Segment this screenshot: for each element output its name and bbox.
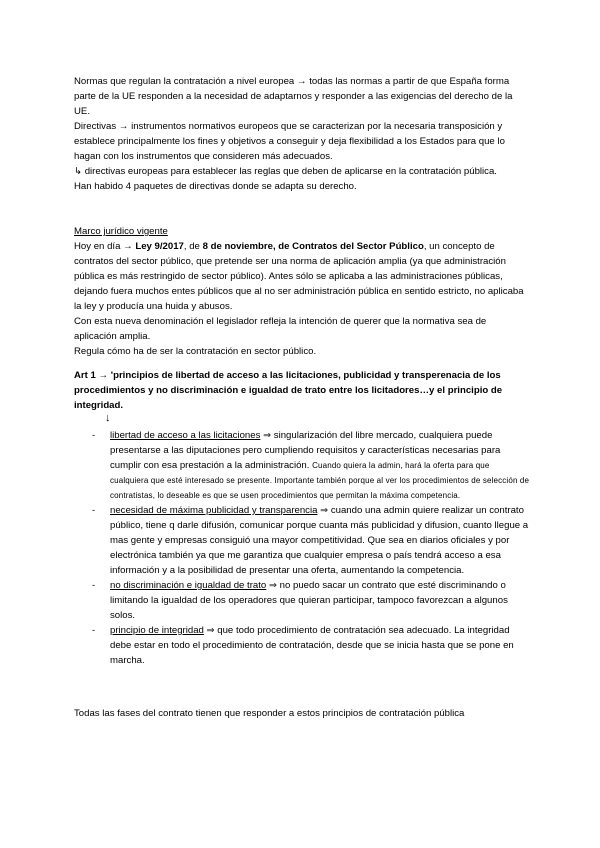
arrow-down-icon: ↓: [105, 412, 111, 424]
principles-list: [92, 428, 530, 668]
arrow-right-icon: →: [123, 241, 133, 252]
double-arrow-icon: ⇒: [268, 580, 277, 591]
list-item: [92, 428, 530, 503]
marco-text: Hoy en día: [74, 241, 121, 252]
directivas-definition: instrumentos normativos europeos que se caracterizan por la necesaria transposición y establece principalmente los fines y objetivos a conseguir y deja flexibilidad a los Estados para que lo hagan con los instrumentos que consideren más adecuados.: [74, 121, 505, 162]
list-item: [92, 578, 530, 623]
marco-paragraph-2: Con esta nueva denominación el legislador refleja la intención de querer que la normativa sea de aplicación amplia.: [74, 316, 487, 342]
bullet-dash: -: [92, 505, 96, 516]
double-arrow-icon: ⇒: [263, 430, 272, 441]
double-arrow-icon: ⇒: [320, 505, 329, 516]
directivas-label: Directivas: [74, 121, 117, 132]
bullet-dash: -: [92, 580, 96, 591]
closing-section: [74, 706, 534, 721]
list-item: [92, 503, 530, 578]
arrow-right-icon: →: [296, 76, 307, 87]
principle-text: cuando una admin quiere realizar un contrato público, tiene q darle difusión, comunicar porque cuanta más publicidad y difusion, cuanto llegue a mas gente y empresas consiguió una mayor competitividad. Que sea en diarios oficiales y por electrónica también ya que me garantiza que cualquier empresa o país tendrá acceso a esa información y a la posibilidad de presentar una oferta, aumentando la competencia.: [110, 505, 529, 576]
art1-paragraph: [74, 368, 524, 413]
art1-section: [74, 368, 524, 413]
principle-text: no puedo sacar un contrato que esté discriminando o limitando la igualdad de los operadores que quieran participar, tampoco favorezcan a algunos solos.: [110, 580, 508, 621]
list-item: [92, 623, 530, 668]
principle-title: principio de integridad: [110, 625, 204, 636]
directivas-subpoint-text: directivas europeas para establecer las reglas que deben de aplicarse en la contratación pública.: [84, 166, 497, 177]
marco-paragraph: [74, 239, 524, 314]
marco-text: , de: [183, 241, 200, 252]
principle-text: singularización del libre mercado, cualquiera puede presentarse a las diputaciones pero cumpliendo requisitos y características necesarias para cumplir con esa prestación a la administración.: [110, 430, 501, 471]
paquetes-paragraph: Han habido 4 paquetes de directivas donde se adapta su derecho.: [74, 181, 357, 192]
law-name: Ley 9/2017: [135, 241, 184, 252]
double-arrow-icon: ⇒: [206, 625, 215, 636]
directivas-subpoint: [74, 164, 524, 179]
principle-text: que todo procedimiento de contratación sea adecuado. La integridad debe estar en todo el procedimiento de contratación, desde que se inicia hasta que se pone en marcha.: [110, 625, 514, 666]
intro-text: Normas que regulan la contratación a nivel europea: [74, 76, 295, 87]
intro-paragraph: [74, 74, 524, 119]
art1-text: 'principios de libertad de acceso a las licitaciones, publicidad y transperenacia de los procedimientos y no discriminación e igualdad de trato entre los licitadores…y el principio de integridad.: [74, 370, 503, 411]
principle-note: Cuando quiera la admin, hará la oferta para que cualquiera que esté interesado se presente. Importante también porque al ver los procedimientos de selección de contratistas, lo deseable es que se usen procedimientos que permitan la máxima competencia.: [110, 461, 530, 500]
principle-title: no discriminación e igualdad de trato: [110, 580, 267, 591]
bullet-dash: -: [92, 430, 96, 441]
arrow-right-icon: →: [118, 121, 129, 132]
directivas-paragraph: [74, 119, 524, 164]
marco-text-continued: , un concepto de contratos del sector público, que pretende ser una norma de aplicación amplia (ya que administración pública es más restringido de sector público). Antes sólo se aplicaba a las administraciones públicas, dejando fuera muchos entes públicos que al no ser administración pública en sentido estricto, no aplicaba la ley y producía una huida y abusos.: [74, 241, 524, 312]
marco-paragraph-3: Regula cómo ha de ser la contratación en sector público.: [74, 346, 317, 357]
bullet-dash: -: [92, 625, 96, 636]
marco-section: [74, 224, 524, 359]
principle-title: libertad de acceso a las licitaciones: [110, 430, 261, 441]
intro-section: [74, 74, 524, 194]
arrow-down-right-icon: ↳: [74, 166, 83, 177]
arrow-right-icon: →: [98, 370, 109, 381]
marco-heading: Marco jurídico vigente: [74, 226, 168, 237]
art1-label: Art 1: [74, 370, 96, 381]
closing-paragraph: Todas las fases del contrato tienen que responder a estos principios de contratación pública: [74, 708, 465, 719]
principle-title: necesidad de máxima publicidad y transparencia: [110, 505, 318, 516]
intro-text-continued: todas las normas a partir de que España forma parte de la UE responden a la necesidad de adaptarnos y responder a las exigencias del derecho de la UE.: [74, 76, 513, 117]
law-title: 8 de noviembre, de Contratos del Sector Público: [202, 241, 424, 252]
